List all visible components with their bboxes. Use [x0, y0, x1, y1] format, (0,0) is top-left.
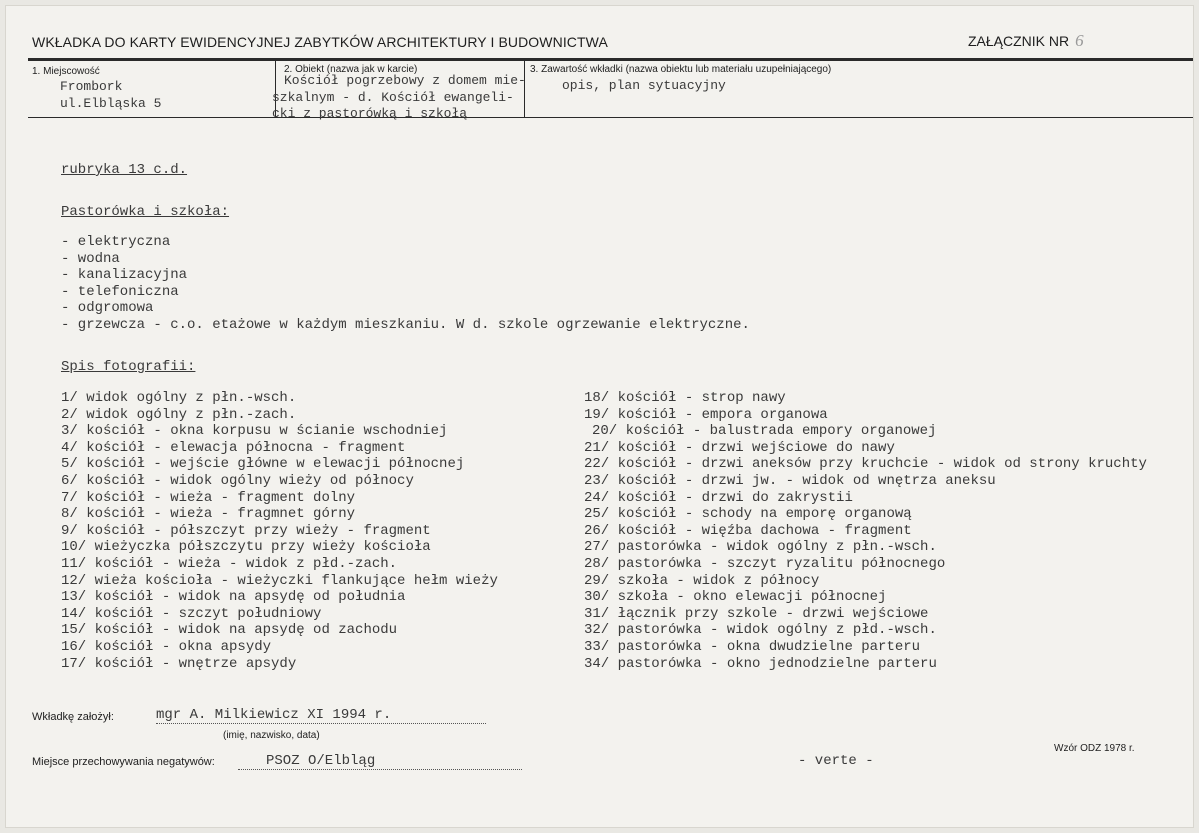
photo-item: 14/ kościół - szczyt południowy [61, 605, 322, 622]
field-2-line-1: Kościół pogrzebowy z domem mie- [284, 73, 526, 88]
photo-item: 6/ kościół - widok ogólny wieży od północy [61, 472, 414, 489]
photo-item: 31/ łącznik przy szkole - drzwi wejściowe [584, 605, 929, 622]
utility-item: - kanalizacyjna [61, 267, 188, 284]
photo-item: 22/ kościół - drzwi aneksów przy kruchcie - widok od strony kruchty [584, 456, 1147, 473]
annex-label [968, 31, 1084, 51]
field-2-line-3: cki z pastorówką i szkołą [272, 106, 468, 121]
section-utilities-title: Pastorówka i szkoła: [61, 204, 230, 220]
photo-item: 16/ kościół - okna apsydy [61, 638, 272, 655]
form-model-note: Wzór ODZ 1978 r. [1054, 743, 1135, 754]
utility-item: - elektryczna [61, 234, 171, 250]
photo-item: 4/ kościół - elewacja północna - fragment [61, 439, 406, 456]
field-2-label: 2. Obiekt (nazwa jak w karcie) [284, 64, 418, 75]
document-page [6, 6, 1193, 827]
field-3-value: opis, plan sytuacyjny [562, 78, 726, 93]
annex-label-text: ZAŁĄCZNIK NR [968, 33, 1070, 49]
photo-item: 19/ kościół - empora organowa [584, 406, 828, 423]
utility-item: - odgromowa [61, 300, 154, 317]
photo-item: 34/ pastorówka - okno jednodzielne parteru [584, 655, 937, 672]
field-3-label: 3. Zawartość wkładki (nazwa obiektu lub materiału uzupełniającego) [530, 64, 832, 75]
photo-item: 30/ szkoła - okno elewacji północnej [584, 589, 887, 606]
photo-item: 21/ kościół - drzwi wejściowe do nawy [584, 439, 895, 456]
photo-item: 33/ pastorówka - okna dwudzielne parteru [584, 638, 921, 655]
photo-item: 15/ kościół - widok na apsydę od zachodu [61, 622, 398, 639]
photo-item: 13/ kościół - widok na apsydę od południa [61, 589, 406, 606]
field-divider-2 [524, 61, 525, 118]
photo-item: 26/ kościół - więźba dachowa - fragment [584, 522, 912, 539]
photo-item: 9/ kościół - półszczyt przy wieży - fragment [61, 522, 431, 539]
photo-item: 29/ szkoła - widok z północy [584, 572, 820, 589]
verte-note: - verte - [798, 753, 874, 769]
author-hint: (imię, nazwisko, data) [223, 730, 320, 741]
utility-item: - wodna [61, 250, 120, 267]
photos-list-left [61, 390, 498, 672]
photo-item: 3/ kościół - okna korpusu w ścianie wschodniej [61, 423, 448, 440]
photo-item: 7/ kościół - wieża - fragment dolny [61, 489, 356, 506]
photo-item: 18/ kościół - strop nawy [584, 390, 786, 406]
photo-item: 5/ kościół - wejście główne w elewacji północnej [61, 456, 465, 473]
utilities-list [61, 234, 750, 334]
author-label: Wkładkę założył: [32, 711, 114, 723]
utility-item: - telefoniczna [61, 283, 179, 300]
photo-item: 25/ kościół - schody na emporę organową [584, 506, 912, 523]
photo-item: 11/ kościół - wieża - widok z płd.-zach. [61, 555, 398, 572]
photo-item: 10/ wieżyczka półszczytu przy wieży kościoła [61, 539, 431, 556]
photo-item: 24/ kościół - drzwi do zakrystii [584, 489, 853, 506]
document-title: WKŁADKA DO KARTY EWIDENCYJNEJ ZABYTKÓW ARCHITEKTURY I BUDOWNICTWA [32, 34, 608, 50]
photo-item: 8/ kościół - wieża - fragmnet górny [61, 506, 356, 523]
annex-number: 6 [1075, 31, 1084, 50]
field-1-label: 1. Miejscowość [32, 66, 100, 77]
photo-item: 1/ widok ogólny z płn.-wsch. [61, 390, 297, 406]
photo-item: 2/ widok ogólny z płn.-zach. [61, 406, 297, 423]
photo-item: 12/ wieża kościoła - wieżyczki flankujące hełm wieży [61, 572, 498, 589]
photo-item: 17/ kościół - wnętrze apsydy [61, 655, 297, 672]
field-1-line-2: ul.Elbląska 5 [60, 96, 162, 111]
photo-item: 23/ kościół - drzwi jw. - widok od wnętrza aneksu [584, 472, 996, 489]
header-rule-top [28, 58, 1193, 61]
storage-value: PSOZ O/Elbląg [238, 753, 522, 770]
photos-list-right [584, 390, 1147, 672]
field-2-line-2: szkalnym - d. Kościół ewangeli- [272, 90, 514, 105]
photo-item: 32/ pastorówka - widok ogólny z płd.-wsch. [584, 622, 937, 639]
photo-item: 20/ kościół - balustrada empory organowej [592, 423, 937, 440]
section-photos-title: Spis fotografii: [61, 359, 196, 375]
photo-item: 27/ pastorówka - widok ogólny z płn.-wsch. [584, 539, 937, 556]
author-value: mgr A. Milkiewicz XI 1994 r. [156, 707, 486, 724]
field-1-line-1: Frombork [60, 79, 123, 94]
rubric-heading: rubryka 13 c.d. [61, 162, 188, 178]
header-rule-bottom [28, 117, 1193, 118]
photo-item: 28/ pastorówka - szczyt ryzalitu północnego [584, 555, 946, 572]
storage-label: Miejsce przechowywania negatywów: [32, 756, 215, 768]
utility-item: - grzewcza - c.o. etażowe w każdym mieszkaniu. W d. szkole ogrzewanie elektryczne. [61, 316, 750, 333]
